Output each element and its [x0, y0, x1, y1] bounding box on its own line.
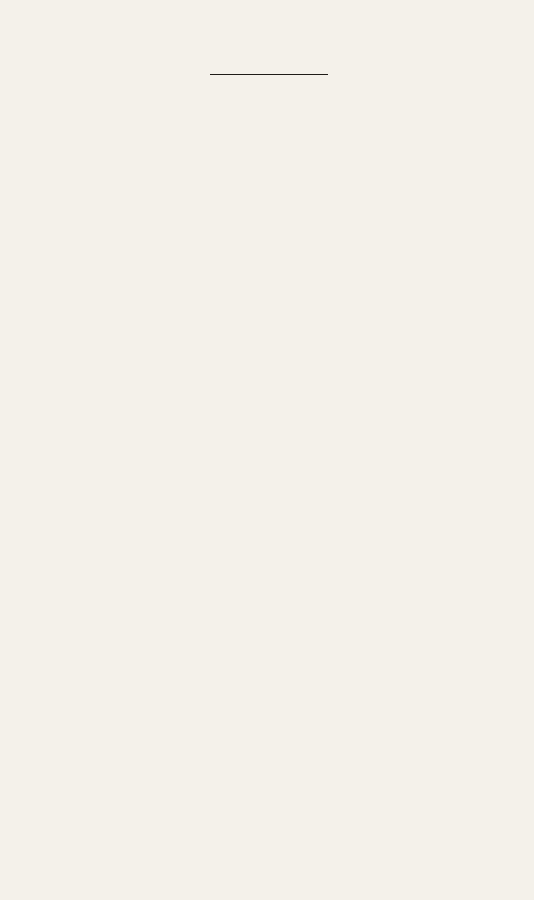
running-head	[210, 52, 328, 75]
